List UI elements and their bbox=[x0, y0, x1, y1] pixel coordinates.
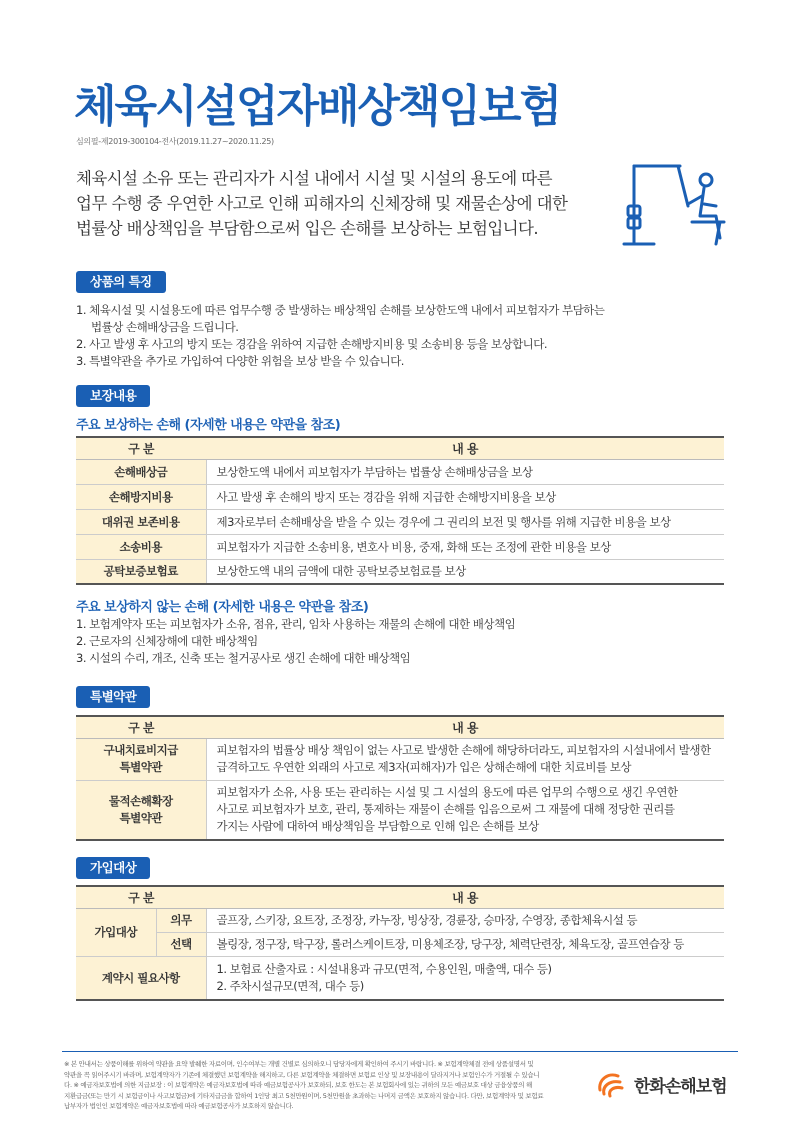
row-value-line: 가지는 사람에 대하여 배상책임을 부담함으로 인해 입은 손해를 보상 bbox=[216, 819, 539, 834]
row-label bbox=[76, 738, 206, 780]
special-terms-table bbox=[76, 715, 724, 841]
coverage-section-label: 보장내용 bbox=[76, 385, 150, 407]
table-header-row bbox=[76, 886, 724, 908]
table-row bbox=[76, 509, 724, 534]
table-header-row bbox=[76, 716, 724, 738]
footnote-line: 지환급금(또는 만기 시 보험금이나 사고보험금)에 기타지급금을 합하여 1인당 최고 5천만원이며, 5천만원을 초과하는 나머지 금액은 보호하지 않습니다. 다만, 보험계약자 및 보험료 bbox=[64, 1091, 544, 1100]
row-label-line: 물적손해확장 bbox=[108, 793, 173, 808]
intro-line: 업무 수행 중 우연한 사고로 인해 피해자의 신체장해 및 재물손상에 대한 bbox=[76, 194, 568, 213]
table-row bbox=[76, 484, 724, 509]
brand-name: 한화손해보험 bbox=[634, 1076, 727, 1097]
eligibility-section-label: 가입대상 bbox=[76, 857, 150, 879]
intro-line: 법률상 배상책임을 부담함으로써 입은 손해를 보상하는 보험입니다. bbox=[76, 219, 539, 238]
table-row bbox=[76, 956, 724, 1000]
list-item: 1. 보험계약자 또는 피보험자가 소유, 점유, 관리, 임차 사용하는 재물의 손해에 대한 배상책임 bbox=[76, 617, 516, 631]
features-list bbox=[76, 302, 604, 370]
table-row bbox=[76, 459, 724, 484]
row-value: 제3자로부터 손해배상을 받을 수 있는 경우에 그 권리의 보전 및 행사를 위해 지급한 비용을 보상 bbox=[206, 509, 724, 534]
row-value-line: 사고로 피보험자가 보호, 관리, 통제하는 재물이 손해를 입음으로써 그 재물에 대해 정당한 권리를 bbox=[216, 802, 675, 817]
row-label-line: 특별약관 bbox=[119, 810, 162, 825]
eligibility-table bbox=[76, 885, 724, 1001]
row-group-label: 가입대상 bbox=[76, 908, 156, 956]
row-label: 공탁보증보험료 bbox=[76, 559, 206, 584]
row-value: 피보험자가 지급한 소송비용, 변호사 비용, 중재, 화해 또는 조정에 관한 비용을 보상 bbox=[206, 534, 724, 559]
footnote-line: 약관을 꼭 읽어주시기 바라며, 보험계약자가 기존에 체결했던 보험계약을 해지하고, 다른 보험계약을 체결하면 보험료 인상 및 보장내용이 달라지거나 보험인수가 거절될 수 있습니 bbox=[64, 1070, 540, 1079]
intro-text bbox=[76, 166, 596, 241]
row-value-line: 1. 보험료 산출자료 : 시설내용과 규모(면적, 수용인원, 매출액, 대수 등) bbox=[216, 961, 552, 976]
row-value-line: 피보험자의 법률상 배상 책임이 없는 사고로 발생한 손해에 해당하더라도, 피보험자의 시설내에서 발생한 bbox=[216, 743, 711, 757]
row-label bbox=[76, 780, 206, 840]
table-row bbox=[76, 908, 724, 932]
row-label: 계약시 필요사항 bbox=[76, 956, 206, 1000]
covered-heading: 주요 보상하는 손해 (자세한 내용은 약관을 참조) bbox=[76, 418, 341, 433]
row-value bbox=[206, 780, 724, 840]
list-item: 2. 근로자의 신체장해에 대한 배상책임 bbox=[76, 634, 258, 648]
row-label: 소송비용 bbox=[76, 534, 206, 559]
table-row bbox=[76, 932, 724, 956]
row-value: 사고 발생 후 손해의 방지 또는 경감을 위해 지급한 손해방지비용을 보상 bbox=[206, 484, 724, 509]
footnote-line: 납부자가 법인인 보험계약은 예금자보호법에 따라 예금보험공사가 보호하지 않습니다. bbox=[64, 1102, 294, 1110]
footnote-line: ※ 본 안내서는 상품이해를 위하여 약관을 요약 발췌한 자료이며, 인수여부는 개별 건별로 심의하오니 담당자에게 확인하여 주시기 바랍니다. ※ 보험계약체결 전에 상품설명서 및 bbox=[64, 1060, 534, 1068]
row-label: 의무 bbox=[156, 908, 206, 932]
list-item: 2. 사고 발생 후 사고의 방지 또는 경감을 위하여 지급한 손해방지비용 및 소송비용 등을 보상합니다. bbox=[76, 337, 548, 351]
list-item: 법률상 손해배상금을 드립니다. bbox=[91, 320, 239, 334]
table-row bbox=[76, 738, 724, 780]
column-header: 구 분 bbox=[76, 437, 206, 459]
row-label: 대위권 보존비용 bbox=[76, 509, 206, 534]
list-item: 1. 체육시설 및 시설용도에 따른 업무수행 중 발생하는 배상책임 손해를 보상한도액 내에서 피보험자가 부담하는 bbox=[76, 303, 605, 317]
column-header: 내 용 bbox=[206, 437, 724, 459]
row-value-line: 2. 주차시설규모(면적, 대수 등) bbox=[216, 978, 364, 993]
features-section-label: 상품의 특징 bbox=[76, 271, 166, 293]
column-header: 내 용 bbox=[206, 886, 724, 908]
row-value-line: 급격하고도 우연한 외래의 사고로 제3자(피해자)가 입은 상해손해에 대한 치료비를 보상 bbox=[216, 760, 632, 774]
row-label-line: 특별약관 bbox=[119, 760, 162, 774]
row-label: 손해배상금 bbox=[76, 459, 206, 484]
footer-divider bbox=[62, 1051, 738, 1052]
row-label: 손해방지비용 bbox=[76, 484, 206, 509]
approval-number: 심의필-제2019-300104-전사(2019.11.27~2020.11.25) bbox=[76, 137, 274, 146]
fitness-person-icon bbox=[620, 160, 730, 252]
table-header-row bbox=[76, 437, 724, 459]
row-value: 골프장, 스키장, 요트장, 조정장, 카누장, 빙상장, 경륜장, 승마장, 수영장, 종합체육시설 등 bbox=[206, 908, 724, 932]
column-header: 내 용 bbox=[206, 716, 724, 738]
row-value: 볼링장, 정구장, 탁구장, 롤러스케이트장, 미용체조장, 당구장, 체력단련장, 체육도장, 골프연습장 등 bbox=[206, 932, 724, 956]
list-item: 3. 시설의 수리, 개조, 신축 또는 철거공사로 생긴 손해에 대한 배상책임 bbox=[76, 651, 411, 665]
excluded-list bbox=[76, 616, 515, 667]
page-title: 체육시설업자배상책임보험 bbox=[74, 81, 561, 132]
table-row bbox=[76, 534, 724, 559]
row-label: 선택 bbox=[156, 932, 206, 956]
footnote-line: 다. ※ 예금자보호법에 의한 지급보장 : 이 보험계약은 예금자보호법에 따라 예금보험공사가 보호하되, 보호 한도는 본 보험회사에 있는 귀하의 모든 예금보호 대상 금융상품의 해 bbox=[64, 1081, 532, 1089]
row-label-line: 구내치료비지급 bbox=[103, 743, 178, 757]
row-value bbox=[206, 738, 724, 780]
hanwha-logo-icon bbox=[594, 1068, 626, 1100]
footnote bbox=[64, 1059, 584, 1112]
special-section-label: 특별약관 bbox=[76, 686, 150, 708]
column-header: 구 분 bbox=[76, 716, 206, 738]
coverage-table bbox=[76, 436, 724, 585]
row-value: 보상한도액 내의 금액에 대한 공탁보증보험료를 보상 bbox=[206, 559, 724, 584]
brand bbox=[594, 1068, 727, 1100]
intro-line: 체육시설 소유 또는 관리자가 시설 내에서 시설 및 시설의 용도에 따른 bbox=[76, 169, 552, 188]
table-row bbox=[76, 780, 724, 840]
column-header: 구 분 bbox=[76, 886, 206, 908]
row-value-line: 피보험자가 소유, 사용 또는 관리하는 시설 및 그 시설의 용도에 따른 업무의 수행으로 생긴 우연한 bbox=[216, 785, 678, 800]
row-value bbox=[206, 956, 724, 1000]
table-row bbox=[76, 559, 724, 584]
list-item: 3. 특별약관을 추가로 가입하여 다양한 위험을 보상 받을 수 있습니다. bbox=[76, 354, 404, 368]
excluded-heading: 주요 보상하지 않는 손해 (자세한 내용은 약관을 참조) bbox=[76, 600, 369, 615]
row-value: 보상한도액 내에서 피보험자가 부담하는 법률상 손해배상금을 보상 bbox=[206, 459, 724, 484]
